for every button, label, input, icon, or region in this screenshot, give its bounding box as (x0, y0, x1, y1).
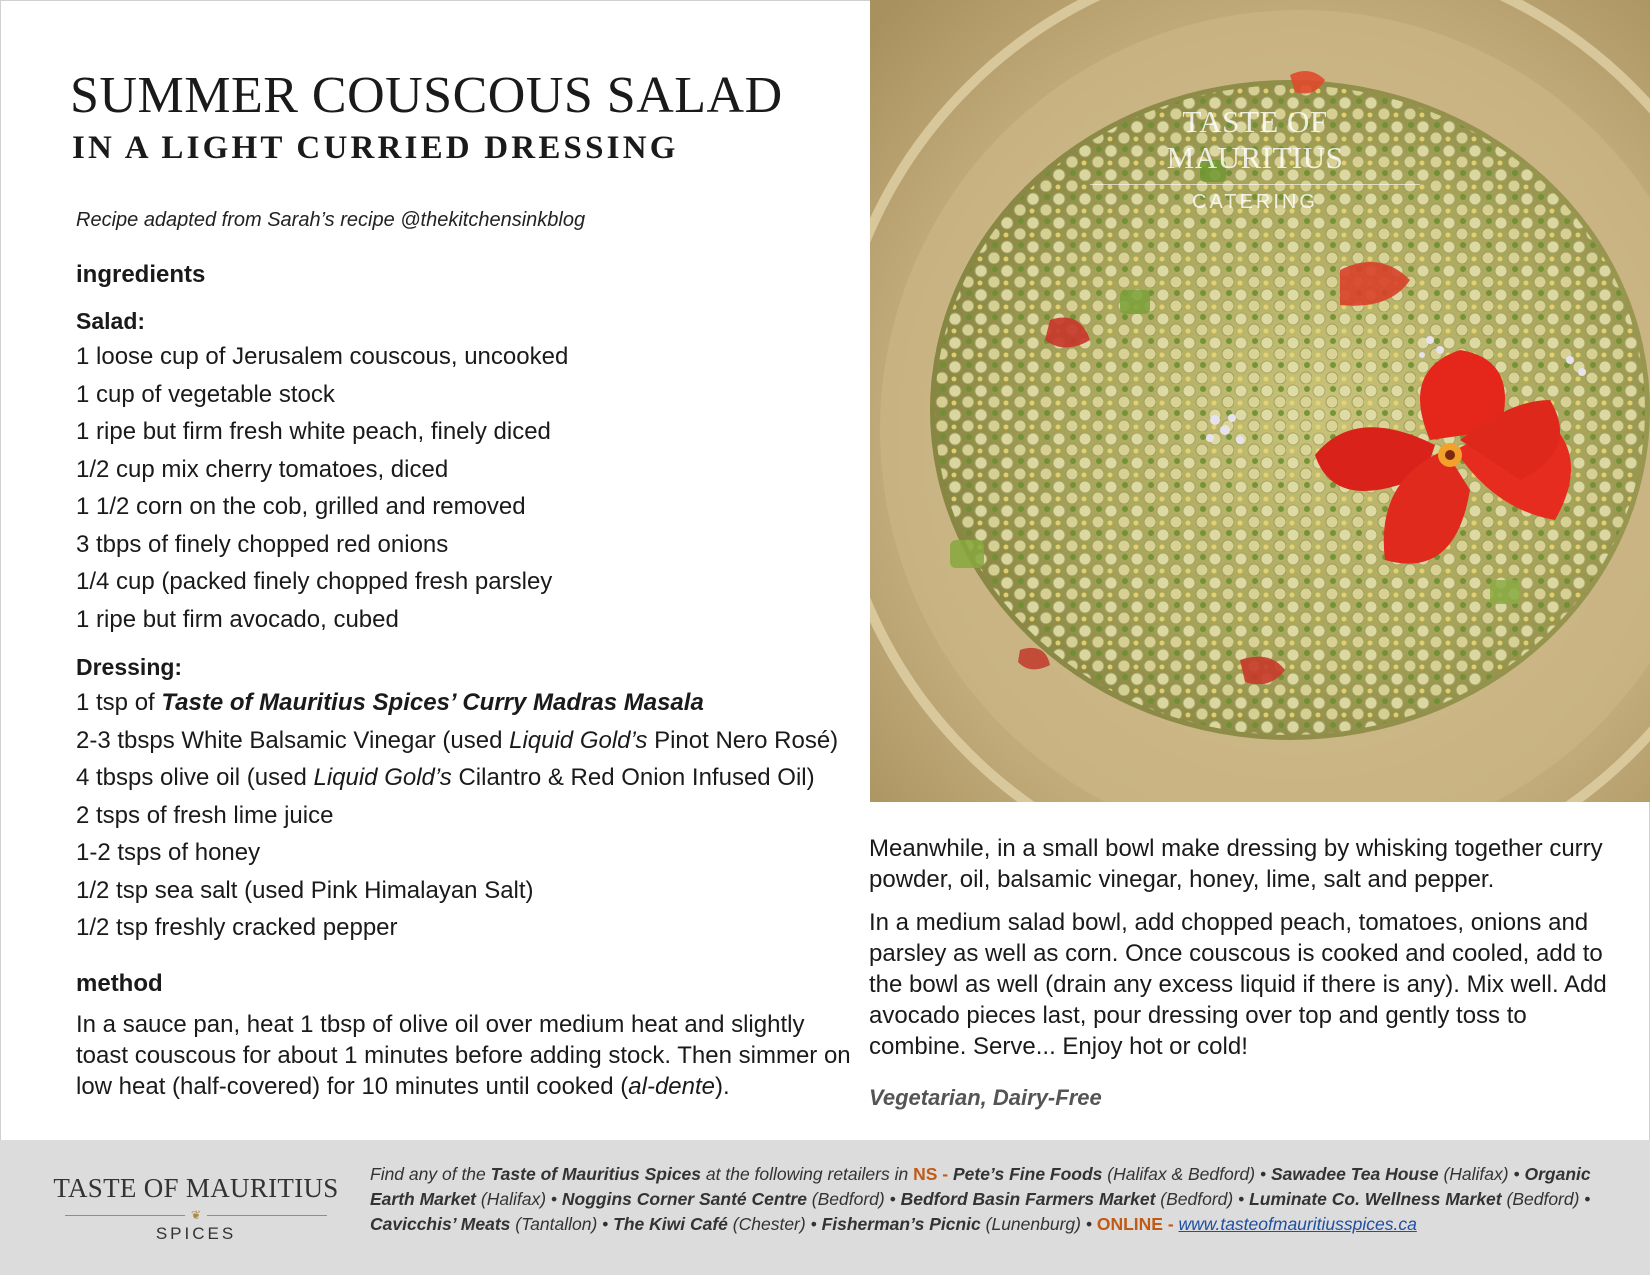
salad-list (76, 338, 856, 638)
ingredients-column (76, 258, 856, 1102)
dressing-heading: Dressing: (76, 654, 183, 680)
retailer-location: (Chester) (727, 1214, 806, 1234)
item-text: Pinot Nero Rosé) (647, 726, 839, 754)
dressing-list (76, 684, 856, 947)
retailer-location: (Halifax) (476, 1189, 547, 1209)
brand-name: Liquid Gold’s (313, 764, 452, 791)
online-label: ONLINE - (1096, 1214, 1179, 1234)
recipe-subtitle: IN A LIGHT CURRIED DRESSING (72, 130, 679, 166)
product-name: Taste of Mauritius Spices’ Curry Madras Masala (161, 689, 704, 716)
footer-intro: at the following retailers in (701, 1164, 914, 1184)
watermark-name: TASTE OF MAURITIUS (1166, 104, 1344, 175)
item-text: 4 tbsps olive oil (used (76, 764, 314, 791)
method-step-2: Meanwhile, in a small bowl make dressing by whisking together curry powder, oil, balsamic vinegar, honey, lime, salt and pepper. (869, 835, 1603, 893)
step-text: ). (715, 1072, 730, 1100)
list-item (76, 684, 856, 722)
retailer-location: (Lunenburg) (980, 1214, 1081, 1234)
list-item: 1/4 cup (packed finely chopped fresh parsley (76, 568, 553, 595)
footer-intro: Find any of the (370, 1164, 491, 1184)
item-text: 1 tsp of (76, 689, 162, 716)
diet-note: Vegetarian, Dairy-Free (869, 1085, 1102, 1110)
retailer-name: Organic Earth Market (370, 1164, 1591, 1209)
spices-logo (46, 1173, 346, 1244)
ornament-icon: ❦ (190, 1208, 202, 1222)
retailer-name: Fisherman’s Picnic (821, 1214, 981, 1234)
recipe-title: SUMMER COUSCOUS SALAD (70, 67, 783, 124)
list-item: 1/2 tsp freshly cracked pepper (76, 914, 398, 941)
logo-name: TASTE OF MAURITIUS (53, 1173, 339, 1203)
list-item: 1 1/2 corn on the cob, grilled and removed (76, 493, 526, 520)
retailer-name: Cavicchis’ Meats (370, 1214, 511, 1234)
retailer-name: Noggins Corner Santé Centre (561, 1189, 807, 1209)
retailer-name: Bedford Basin Farmers Market (900, 1189, 1156, 1209)
watermark-rule (1090, 184, 1420, 185)
method-continued (869, 833, 1609, 1125)
website-link[interactable]: www.tasteofmauritiusspices.ca (1178, 1214, 1417, 1234)
retailer-location: (Bedford) (1155, 1189, 1234, 1209)
logo-rule (46, 1208, 346, 1222)
footer (0, 1140, 1650, 1275)
brand-name: Liquid Gold’s (509, 726, 648, 754)
method-step-1 (76, 1009, 856, 1102)
list-item: 2 tsps of fresh lime juice (76, 801, 334, 829)
item-text: 2-3 tbsps White Balsamic Vinegar (used (76, 726, 510, 754)
retailer-location: (Halifax & Bedford) (1102, 1164, 1256, 1184)
salad-heading: Salad: (76, 308, 146, 334)
recipe-credit: Recipe adapted from Sarah’s recipe @thekitchensinkblog (76, 209, 586, 231)
retailer-name: Sawadee Tea House (1270, 1164, 1439, 1184)
list-item (76, 722, 856, 760)
list-item: 1 cup of vegetable stock (76, 380, 335, 408)
retailer-name: Luminate Co. Wellness Market (1249, 1189, 1502, 1209)
retailer-location: (Bedford) (1501, 1189, 1580, 1209)
ingredients-heading: ingredients (76, 261, 206, 288)
retailer-location: (Halifax) (1438, 1164, 1509, 1184)
list-item: 1 ripe but firm avocado, cubed (76, 605, 399, 633)
watermark-sub: CATERING (1192, 191, 1318, 213)
retailer-name: Pete’s Fine Foods (952, 1164, 1103, 1184)
retailer-location: (Bedford) (806, 1189, 885, 1209)
list-item: 1-2 tsps of honey (76, 839, 261, 866)
retailer-list: Find any of the Taste of Mauritius Spices at the following retailers in NS - Pete’s Fine Foods (Halifax & Bedford) • Sawadee Tea House (Halifax) • Organic Earth Market (Halifax) • Noggins Corner Santé Centre (Bedford) • Bedford Basin Farmers Market (Bedford) • Luminate Co. Wellness Market (Bedford) • Cavicchis’ Meats (Tantallon) • The Kiwi Café (Chester) • Fisherman’s Picnic (Lunenburg) • ONLINE - www.tasteofmauritiusspices.ca (370, 1164, 1591, 1234)
step-text: In a sauce pan, heat 1 tbsp of olive oil over medium heat and slightly toast couscous for about 1 minutes before adding stock. Then simmer on low heat (half-covered) for 10 minutes until cooked ( (76, 1010, 851, 1100)
list-item: 1 loose cup of Jerusalem couscous, uncooked (76, 343, 569, 370)
step-emphasis: al-dente (628, 1072, 716, 1100)
province-label: NS - (913, 1164, 953, 1184)
method-step-3: In a medium salad bowl, add chopped peach, tomatoes, onions and parsley as well as corn. Once couscous is cooked and cooled, add to the bowl as well (drain any excess liquid if there is any). Mix well. Add avocado pieces last, pour dressing over top and gently toss to combine. Serve... Enjoy hot or cold! (869, 909, 1607, 1060)
method-heading: method (76, 969, 163, 997)
logo-sub: SPICES (155, 1224, 237, 1243)
salad-photo (870, 0, 1650, 802)
list-item (76, 759, 856, 797)
catering-watermark (1090, 104, 1420, 214)
item-text: Cilantro & Red Onion Infused Oil) (451, 764, 815, 791)
list-item: 3 tbps of finely chopped red onions (76, 530, 449, 558)
retailer-location: (Tantallon) (510, 1214, 598, 1234)
retailer-name: The Kiwi Café (613, 1214, 728, 1234)
list-item: 1 ripe but firm fresh white peach, finely diced (76, 418, 551, 445)
list-item: 1/2 cup mix cherry tomatoes, diced (76, 455, 449, 483)
list-item: 1/2 tsp sea salt (used Pink Himalayan Salt) (76, 876, 534, 904)
footer-brand: Taste of Mauritius Spices (490, 1164, 702, 1184)
